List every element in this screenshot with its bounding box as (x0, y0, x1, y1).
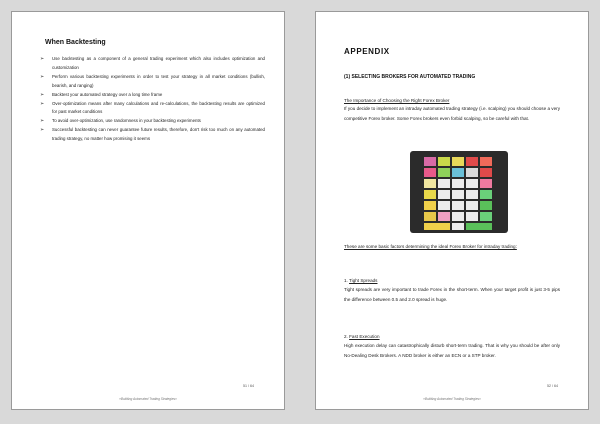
arrow-bullet-icon: ➢ (40, 127, 45, 134)
arrow-bullet-icon: ➢ (40, 91, 45, 98)
list-item-text: Use backtesting as a component of a general trading experiment which also includes optimization and customization (52, 56, 265, 70)
page-title: When Backtesting (45, 39, 106, 46)
arrow-bullet-icon: ➢ (40, 73, 45, 80)
intro-paragraph: If you decide to implement an intraday automated trading strategy (i.e. scalping) you should choose a very competitive Forex broker. Some Forex brokers even forbid scalping, so be careful with that. (344, 106, 560, 121)
item-2-title: Fast Execution (349, 334, 380, 339)
appendix-heading: APPENDIX (344, 47, 390, 56)
trading-keypad-image (400, 151, 516, 233)
factors-intro: These are some basic factors determining the ideal Forex Broker for intraday trading: (344, 244, 517, 249)
list-item (40, 126, 265, 144)
arrow-bullet-icon: ➢ (40, 118, 45, 125)
item-2-heading (344, 334, 380, 339)
list-item (40, 55, 265, 73)
list-item-text: Successful backtesting can never guarantee future results, therefore, don't risk too much on any automated trading strategy, no matter how promising it seems (52, 127, 265, 142)
item-1-number: 1. (344, 278, 348, 283)
subheading: The Importance of Choosing the Right Forex Broker (344, 98, 450, 103)
arrow-bullet-icon: ➢ (40, 56, 45, 62)
list-item (40, 100, 265, 118)
item-2-text: High execution delay can catastrophically disturb short-term trading. That is why you should be after only No-Dealing Desk Brokers. A NDD broker is either an ECN or a STP broker. (344, 343, 560, 358)
list-item-text: Over-optimization means after many calculations and re-calculations, the backtesting results are optimized for past market conditions (52, 100, 265, 115)
list-item-text: Perform various backtesting experiments in order to test your strategy in all market conditions (bullish, bearish, and ranging) (52, 73, 265, 88)
item-1-text: Tight spreads are very important to trade Forex in the short-term. When your target profit is just 3-5 pips the difference between 0.5 and 2.0 spread is huge. (344, 287, 560, 302)
list-item-text: To avoid over-optimization, use randomness in your backtesting experiments (52, 118, 201, 124)
list-item (40, 117, 265, 126)
list-item-text: Backtest your automated strategy over a long time frame (52, 91, 163, 97)
arrow-bullet-icon: ➢ (40, 100, 45, 107)
section-heading: (1) SELECTING BROKERS FOR AUTOMATED TRADING (344, 74, 476, 80)
left-page (11, 11, 285, 410)
list-item (40, 91, 265, 100)
item-1-title: Tight Spreads (349, 278, 378, 283)
page-number: 51 / 64 (243, 384, 254, 388)
bullet-list (40, 55, 265, 144)
page-footer: «Building Automated Trading Strategies» (119, 397, 177, 401)
page-number: 52 / 64 (547, 384, 558, 388)
keypad-illustration (400, 151, 516, 233)
page-footer: «Building Automated Trading Strategies» (423, 397, 481, 401)
item-1-heading (344, 278, 377, 283)
list-item (40, 73, 265, 91)
item-2-number: 2. (344, 334, 348, 339)
right-page (315, 11, 589, 410)
